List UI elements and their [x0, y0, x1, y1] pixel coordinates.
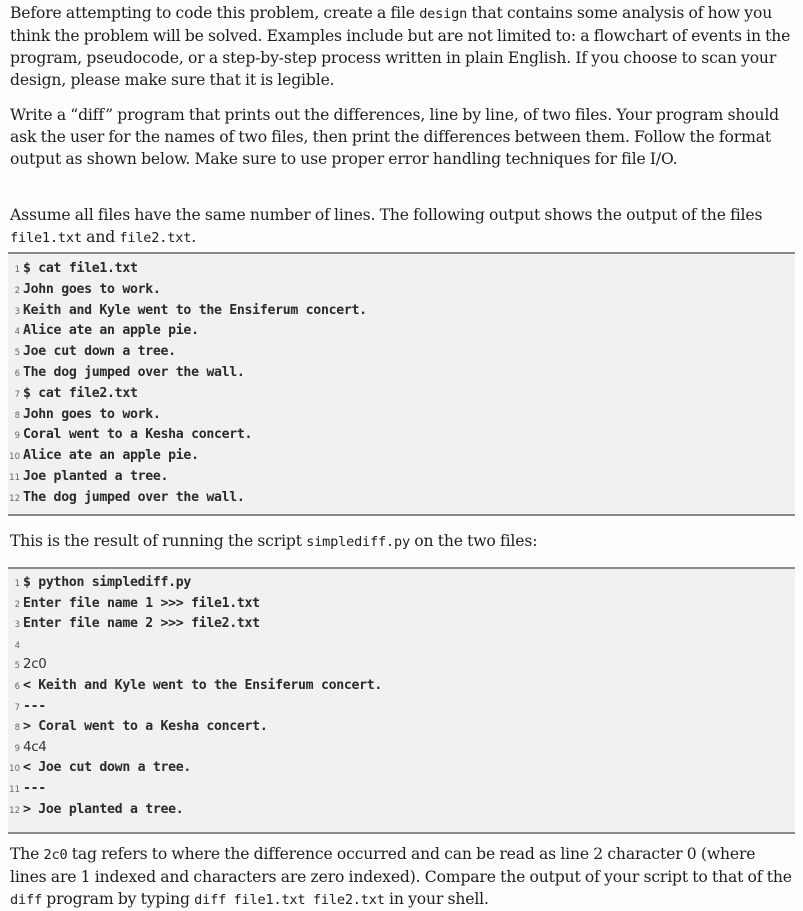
code-line	[8, 718, 795, 739]
line-number: 1	[14, 265, 20, 275]
p1-text-after: that contains some analysis of how you think the problem will be solved. Examples include but are not limited to: a flowchart of events in the program, pseudocode, or a step-by-step process written in plain English. If you choose to scan your design, please make sure that it is legible.	[10, 4, 791, 89]
line-number: 7	[14, 702, 20, 713]
code-line-text: 4c4	[23, 739, 47, 755]
line-number: 1	[14, 579, 20, 589]
p1-text-before: Before attempting to code this problem, create a file	[10, 4, 420, 22]
middle-text-before: This is the result of running the script	[10, 532, 307, 550]
code-line-text: The dog jumped over the wall.	[23, 365, 245, 380]
code-line-text: Joe cut down a tree.	[23, 344, 176, 360]
tag-explanation-paragraph	[10, 843, 793, 911]
code-line	[8, 406, 795, 427]
line-number: 4	[14, 640, 20, 651]
p3-text-mid: and	[81, 228, 120, 246]
code-line-text: John goes to work.	[23, 281, 161, 297]
code-line	[8, 780, 795, 801]
cat-files-listing	[8, 252, 795, 516]
file1-name: file1.txt	[10, 230, 82, 246]
code-line-text: Joe planted a tree.	[23, 469, 169, 484]
line-number: 9	[14, 431, 20, 442]
code-line	[8, 281, 795, 302]
p3-text-before: Assume all files have the same number of lines. The following output shows the output of the files	[10, 206, 763, 224]
code-line	[8, 426, 795, 447]
line-number: 10	[9, 764, 20, 775]
code-line-text: $ python simplediff.py	[23, 575, 192, 590]
diff-output-listing	[8, 567, 795, 834]
outro-text-2: program by typing	[41, 890, 195, 908]
design-filename: design	[419, 6, 468, 22]
code-line	[8, 260, 795, 281]
code-line-text: ---	[23, 781, 46, 796]
code-line	[8, 759, 795, 780]
diff-program-paragraph: Write a “diff” program that prints out the differences, line by line, of two files. Your program should ask the user for the names of two files, then print the differences between them. Follow the format output as shown below. Make sure to use proper error handling techniques for file I/O.	[10, 106, 780, 168]
file2-name: file2.txt	[119, 230, 192, 246]
script-name: simplediff.py	[306, 534, 410, 550]
code-line-text: Enter file name 2 >>> file2.txt	[23, 616, 260, 632]
code-line	[8, 364, 795, 385]
code-line-text: $ cat file2.txt	[23, 385, 138, 401]
code-line-text: Coral went to a Kesha concert.	[23, 427, 253, 443]
result-intro-paragraph	[10, 530, 793, 553]
diff-command-full: diff file1.txt file2.txt	[194, 892, 385, 908]
code-line-text: < Joe cut down a tree.	[23, 760, 192, 776]
code-line	[8, 636, 795, 657]
line-number: 3	[14, 306, 20, 317]
code-line	[8, 698, 795, 719]
line-number: 6	[14, 369, 20, 379]
code-line-text: Keith and Kyle went to the Ensiferum concert.	[23, 302, 367, 318]
line-number: 12	[9, 805, 20, 816]
line-number: 7	[14, 389, 20, 400]
line-number: 11	[9, 785, 20, 795]
line-number: 8	[14, 410, 20, 421]
middle-text-after: on the two files:	[409, 532, 538, 550]
outro-text-1: tag refers to where the difference occurred and can be read as line 2 character 0 (where lines are 1 indexed and characters are zero indexed). Compare the output of your script to that of the	[10, 845, 792, 886]
code-line	[8, 574, 795, 595]
outro-text-3: in your shell.	[384, 890, 489, 908]
code-line-text: The dog jumped over the wall.	[23, 489, 245, 505]
code-line	[8, 343, 795, 364]
line-number: 2	[14, 599, 20, 610]
line-number: 5	[14, 348, 20, 359]
code-line-text: Alice ate an apple pie.	[23, 323, 199, 339]
line-number: 2	[14, 285, 20, 296]
tag-2c0: 2c0	[43, 847, 68, 863]
design-instructions-paragraph	[10, 2, 793, 91]
code-line	[8, 302, 795, 323]
code-line	[8, 677, 795, 698]
line-number: 12	[9, 493, 20, 504]
line-number: 6	[14, 682, 20, 692]
diff-command-name: diff	[10, 892, 42, 908]
code-line	[8, 595, 795, 616]
code-line-text: 2c0	[23, 657, 47, 673]
assumption-paragraph	[10, 204, 793, 249]
line-number: 9	[14, 743, 20, 754]
code-line-text: ---	[23, 698, 46, 714]
line-number: 8	[14, 723, 20, 734]
outro-lead: The	[10, 845, 44, 863]
code-line-text: Alice ate an apple pie.	[23, 448, 199, 464]
code-line	[8, 447, 795, 468]
code-line	[8, 656, 795, 677]
code-line-text: > Joe planted a tree.	[23, 801, 184, 817]
line-number: 3	[14, 620, 20, 631]
code-line	[8, 489, 795, 510]
line-number: 10	[9, 452, 20, 463]
code-line	[8, 468, 795, 489]
line-number: 5	[14, 661, 20, 672]
code-line-text: Enter file name 1 >>> file1.txt	[23, 595, 260, 611]
code-line	[8, 615, 795, 636]
code-line	[8, 322, 795, 343]
code-line-text: John goes to work.	[23, 406, 161, 422]
code-line-text: > Coral went to a Kesha concert.	[23, 719, 268, 735]
code-line-text: $ cat file1.txt	[23, 261, 138, 276]
line-number: 11	[9, 473, 20, 483]
p3-text-after: .	[191, 228, 197, 246]
line-number: 4	[14, 327, 20, 338]
code-line	[8, 385, 795, 406]
code-line-text: < Keith and Kyle went to the Ensiferum concert.	[23, 678, 383, 693]
code-line	[8, 739, 795, 760]
code-line	[8, 801, 795, 822]
